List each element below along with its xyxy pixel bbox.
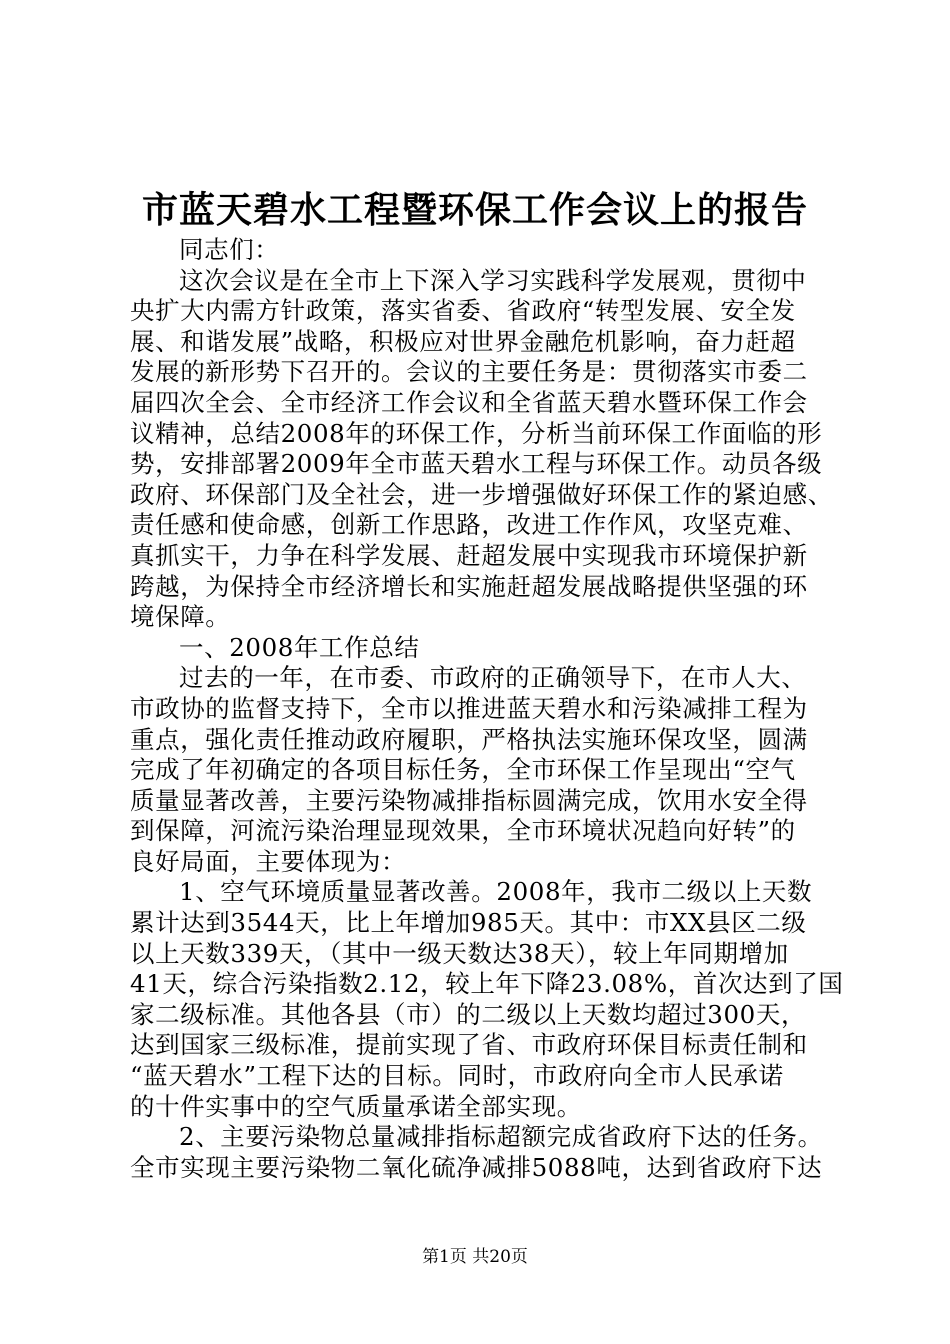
- paragraph-line: 1、空气环境质量显著改善。2008年，我市二级以上天数: [179, 877, 813, 907]
- paragraph-line: 的十件实事中的空气质量承诺全部实现。: [130, 1091, 582, 1121]
- paragraph-line: 达到国家三级标准，提前实现了省、市政府环保目标责任制和: [130, 1030, 808, 1060]
- paragraph-line: 重点，强化责任推动政府履职，严格执法实施环保攻坚，圆满: [130, 724, 808, 754]
- section-heading: 一、2008年工作总结: [179, 632, 420, 662]
- paragraph-line: “蓝天碧水”工程下达的目标。同时，市政府向全市人民承诺: [130, 1061, 784, 1091]
- paragraph-line: 跨越，为保持全市经济增长和实施赶超发展战略提供坚强的环: [130, 571, 808, 601]
- paragraph-line: 质量显著改善，主要污染物减排指标圆满完成，饮用水安全得: [130, 785, 808, 815]
- paragraph-line: 市政协的监督支持下，全市以推进蓝天碧水和污染减排工程为: [130, 693, 808, 723]
- paragraph-line: 到保障，河流污染治理显现效果，全市环境状况趋向好转”的: [130, 816, 796, 846]
- paragraph-line: 届四次全会、全市经济工作会议和全省蓝天碧水暨环保工作会: [130, 387, 808, 417]
- document-title: 市蓝天碧水工程暨环保工作会议上的报告: [141, 189, 808, 231]
- paragraph-line: 展、和谐发展”战略，积极应对世界金融危机影响，奋力赶超: [130, 326, 796, 356]
- paragraph-line: 良好局面，主要体现为：: [130, 846, 407, 876]
- paragraph-line: 境保障。: [130, 602, 231, 632]
- paragraph-line: 2、主要污染物总量减排指标超额完成省政府下达的任务。: [179, 1122, 823, 1152]
- paragraph-line: 累计达到3544天，比上年增加985天。其中：市XX县区二级: [130, 908, 807, 938]
- paragraph-line: 发展的新形势下召开的。会议的主要任务是：贯彻落实市委二: [130, 357, 808, 387]
- paragraph-line: 全市实现主要污染物二氧化硫净减排5088吨，达到省政府下达: [130, 1152, 823, 1182]
- page-number-footer: 第1页 共20页: [422, 1247, 528, 1267]
- paragraph-line: 这次会议是在全市上下深入学习实践科学发展观，贯彻中: [179, 265, 807, 295]
- paragraph-line: 完成了年初确定的各项目标任务，全市环保工作呈现出“空气: [130, 755, 796, 785]
- paragraph-line: 央扩大内需方针政策，落实省委、省政府“转型发展、安全发: [130, 296, 796, 326]
- paragraph-line: 责任感和使命感，创新工作思路，改进工作作风，攻坚克难、: [130, 510, 808, 540]
- paragraph-line: 真抓实干，力争在科学发展、赶超发展中实现我市环境保护新: [130, 540, 808, 570]
- paragraph-line: 过去的一年，在市委、市政府的正确领导下，在市人大、: [179, 663, 807, 693]
- paragraph-line: 势，安排部署2009年全市蓝天碧水工程与环保工作。动员各级: [130, 449, 823, 479]
- paragraph-line: 以上天数339天，（其中一级天数达38天），较上年同期增加: [130, 938, 789, 968]
- paragraph-line: 41天，综合污染指数2.12，较上年下降23.08%，首次达到了国: [130, 969, 844, 999]
- salutation-line: 同志们：: [179, 235, 280, 264]
- paragraph-line: 议精神，总结2008年的环保工作，分析当前环保工作面临的形: [130, 418, 823, 448]
- paragraph-line: 政府、环保部门及全社会，进一步增强做好环保工作的紧迫感、: [130, 479, 833, 509]
- paragraph-line: 家二级标准。其他各县（市）的二级以上天数均超过300天，: [130, 999, 807, 1029]
- document-body: [130, 235, 844, 1183]
